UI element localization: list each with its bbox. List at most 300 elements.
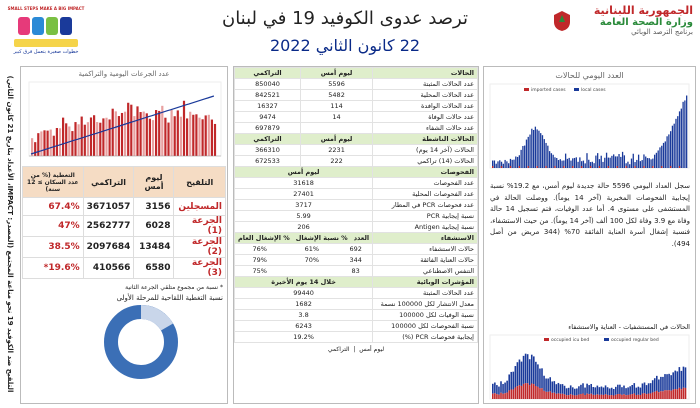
icu-bed-bar xyxy=(521,386,523,399)
icu-bed-bar xyxy=(578,395,580,399)
daily-dose-bar xyxy=(124,112,126,156)
vaccine-row xyxy=(23,216,226,237)
icu-bed-bar xyxy=(527,383,529,399)
cases-header xyxy=(235,68,478,79)
local-cases-bar xyxy=(513,160,514,168)
row-value: 19.2% xyxy=(235,332,373,343)
icu-bed-bar xyxy=(672,390,674,399)
regular-bed-bar xyxy=(541,368,543,388)
vaccine-row-label: الجرعة (3) xyxy=(174,258,226,279)
daily-dose-bar xyxy=(171,110,173,156)
local-cases-bar xyxy=(531,129,532,168)
table-row xyxy=(235,255,478,266)
imported-cases-bar xyxy=(501,166,502,168)
table-row xyxy=(235,200,478,211)
imported-cases-bar xyxy=(599,166,600,168)
icu-bed-bar xyxy=(580,394,582,399)
icu-bed-bar xyxy=(679,388,681,399)
daily-dose-bar xyxy=(211,120,213,156)
icu-bed-bar xyxy=(599,395,601,399)
daily-dose-bar xyxy=(202,119,204,156)
regular-bed-bar xyxy=(547,378,549,391)
row-value: 5.99 xyxy=(235,211,373,222)
local-cases-bar xyxy=(540,133,541,168)
icu-bed-bar xyxy=(592,395,594,399)
legend-regular-label: occupied regular bed xyxy=(611,338,659,343)
regular-bed-bar xyxy=(648,383,650,393)
cases-title: الحالات xyxy=(373,68,478,79)
regular-bed-bar xyxy=(592,387,594,395)
daily-dose-bar xyxy=(161,106,163,156)
daily-dose-bar xyxy=(47,131,49,156)
regular-bed-bar xyxy=(492,384,494,394)
vaccine-row-cumulative: 3671057 xyxy=(83,198,134,216)
regular-bed-bar xyxy=(494,383,496,394)
icu-bed-bar xyxy=(631,394,633,399)
local-cases-bar xyxy=(601,156,602,168)
row-label: عدد الحالات المثبتة xyxy=(373,79,478,90)
regular-bed-bar xyxy=(660,377,662,391)
daily-dose-bar xyxy=(102,118,104,156)
regular-bed-bar xyxy=(668,374,670,390)
row-value: 206 xyxy=(235,222,373,233)
row-value: 3717 xyxy=(235,200,373,211)
icu-bed-bar xyxy=(625,395,627,399)
regular-bed-bar xyxy=(588,385,590,394)
regular-bed-bar xyxy=(566,388,568,395)
row-label: حالات العناية الفائقة xyxy=(373,255,478,266)
regular-bed-bar xyxy=(508,374,510,390)
icu-bed-bar xyxy=(658,392,660,399)
regular-bed-bar xyxy=(666,374,668,390)
icu-bed-bar xyxy=(603,395,605,399)
local-cases-bar xyxy=(577,162,578,168)
row-pct xyxy=(284,266,339,276)
regular-bed-bar xyxy=(580,385,582,394)
row-subtable xyxy=(235,244,372,254)
local-cases-bar xyxy=(654,155,655,168)
local-cases-bar xyxy=(674,124,675,168)
regular-bed-bar xyxy=(543,376,545,391)
local-cases-bar xyxy=(533,130,534,168)
daily-dose-bar xyxy=(78,124,80,156)
row-label: عدد الحالات المحلية xyxy=(373,90,478,101)
icu-bed-bar xyxy=(543,391,545,399)
icu-bed-bar xyxy=(681,389,683,399)
icu-bed-bar xyxy=(519,385,521,399)
icu-bed-bar xyxy=(535,386,537,399)
table-row xyxy=(235,101,478,112)
indicators-title: المؤشرات الوبائية xyxy=(373,277,478,288)
daily-dose-bar xyxy=(71,131,73,156)
local-cases-bar xyxy=(668,134,669,168)
regular-bed-bar xyxy=(556,384,558,394)
row-values xyxy=(235,255,373,266)
hospital-col-pct-all: % الإشغال العام xyxy=(235,233,293,243)
regular-bed-bar xyxy=(642,383,644,393)
icu-bed-bar xyxy=(664,390,666,399)
icu-bed-bar xyxy=(576,395,578,399)
local-cases-bar xyxy=(672,126,673,168)
icu-bed-bar xyxy=(654,392,656,399)
local-cases-bar xyxy=(569,158,570,168)
icu-bed-bar xyxy=(611,395,613,399)
imported-cases-bar xyxy=(590,166,591,168)
legend-imported-label: imported cases xyxy=(531,88,566,93)
row-label: عدد حالات الشفاء xyxy=(373,123,478,134)
stats-table xyxy=(234,67,478,343)
icu-bed-bar xyxy=(660,391,662,399)
row-value: 3.8 xyxy=(235,310,373,321)
row-yesterday: 5482 xyxy=(300,90,372,101)
donut-title: نسبة التغطية اللقاحية للمرحلة الأولى xyxy=(116,294,223,302)
icu-bed-bar xyxy=(564,394,566,399)
regular-bed-bar xyxy=(513,372,515,390)
local-cases-bar xyxy=(609,158,610,168)
stats-table-panel xyxy=(233,66,479,404)
regular-bed-bar xyxy=(578,386,580,394)
icu-bed-bar xyxy=(496,394,498,399)
local-cases-bar xyxy=(561,161,562,168)
regular-bed-bar xyxy=(582,383,584,393)
imported-cases-bar xyxy=(563,166,564,168)
local-cases-bar xyxy=(538,131,539,168)
local-cases-bar xyxy=(666,136,667,168)
row-count: 692 xyxy=(349,245,362,253)
row-value: 1682 xyxy=(235,299,373,310)
regular-bed-bar xyxy=(523,356,525,384)
vaccine-row-label: الجرعة (1) xyxy=(174,216,226,237)
icu-bed-bar xyxy=(504,393,506,399)
imported-cases-bar xyxy=(643,166,644,168)
icu-bed-bar xyxy=(640,395,642,399)
regular-bed-bar xyxy=(519,360,521,386)
vaccine-header-label: التلقيح xyxy=(174,167,226,198)
local-cases-bar xyxy=(494,160,495,168)
icu-bed-bar xyxy=(531,383,533,399)
local-cases-bar xyxy=(497,161,498,168)
regular-bed-bar xyxy=(504,383,506,394)
local-cases-bar xyxy=(679,111,680,168)
regular-bed-bar xyxy=(533,356,535,384)
local-cases-bar xyxy=(665,141,666,168)
row-yesterday: 222 xyxy=(300,156,372,167)
local-cases-bar xyxy=(670,131,671,168)
vaccine-table xyxy=(22,166,226,279)
vaccine-row-daily: 3156 xyxy=(134,198,174,216)
regular-bed-bar xyxy=(629,386,631,394)
local-cases-bar xyxy=(520,150,521,168)
icu-bed-bar xyxy=(644,393,646,399)
hospital-chart-title: الحالات في المستشفيات - العناية والاستشفاء xyxy=(568,323,690,331)
local-cases-bar xyxy=(636,160,637,168)
vaccine-header-cumulative: التراكمي xyxy=(83,167,134,198)
regular-bed-bar xyxy=(613,389,615,396)
daily-dose-bar xyxy=(136,106,138,156)
regular-bed-bar xyxy=(539,369,541,389)
row-count: 344 xyxy=(349,256,362,264)
vaccine-table-header xyxy=(23,167,226,198)
regular-bed-bar xyxy=(574,389,576,396)
regular-bed-bar xyxy=(640,388,642,395)
regular-bed-bar xyxy=(545,379,547,392)
icu-bed-bar xyxy=(506,393,508,399)
table-row xyxy=(235,178,478,189)
local-cases-bar xyxy=(663,143,664,168)
local-cases-bar xyxy=(592,162,593,168)
icu-bed-bar xyxy=(494,393,496,399)
hospital-chart xyxy=(484,333,695,403)
regular-bed-bar xyxy=(658,379,660,392)
local-cases-bar xyxy=(643,154,644,168)
icu-bed-bar xyxy=(648,394,650,399)
regular-bed-bar xyxy=(595,387,597,395)
vaccine-row-coverage: 47% xyxy=(23,216,84,237)
regular-bed-bar xyxy=(549,377,551,391)
cases-col-cumulative: التراكمي xyxy=(235,68,301,79)
daily-dose-bar xyxy=(50,130,52,156)
icu-bed-bar xyxy=(674,389,676,399)
imported-cases-bar xyxy=(537,166,538,168)
regular-bed-bar xyxy=(510,372,512,390)
table-row xyxy=(235,310,478,321)
legend-imported-swatch xyxy=(524,88,529,91)
local-cases-bar xyxy=(558,160,559,168)
row-cumulative: 16327 xyxy=(235,101,301,112)
table-row xyxy=(235,332,478,343)
regular-bed-bar xyxy=(568,388,570,395)
local-cases-bar xyxy=(524,146,525,168)
regular-bed-bar xyxy=(662,377,664,391)
local-cases-bar xyxy=(535,127,536,168)
active-col-cumulative: التراكمي xyxy=(235,134,301,145)
row-pct-all: 76% xyxy=(252,245,267,253)
local-cases-bar xyxy=(597,153,598,168)
regular-bed-bar xyxy=(672,372,674,389)
icu-bed-bar xyxy=(685,388,687,399)
icu-bed-bar xyxy=(547,392,549,399)
icu-bed-bar xyxy=(539,388,541,399)
icu-bed-bar xyxy=(551,393,553,399)
page-date: 22 كانون الثاني 2022 xyxy=(269,36,421,55)
vaccine-chart-title: عدد الجرعات اليومية والتراكمية xyxy=(78,70,170,78)
icu-bed-bar xyxy=(549,391,551,399)
campaign-logo xyxy=(4,3,88,57)
icu-bed-bar xyxy=(642,394,644,399)
icu-bed-bar xyxy=(558,393,560,399)
vaccine-row xyxy=(23,237,226,258)
local-cases-bar xyxy=(595,156,596,168)
regular-bed-bar xyxy=(570,385,572,394)
regular-bed-bar xyxy=(646,385,648,394)
local-cases-bar xyxy=(659,147,660,168)
daily-dose-bar xyxy=(115,111,117,156)
local-cases-bar xyxy=(528,137,529,168)
local-cases-bar xyxy=(586,153,587,168)
indicators-header xyxy=(235,277,478,288)
daily-cases-title: العدد اليومي للحالات xyxy=(555,71,624,80)
regular-bed-bar xyxy=(590,384,592,394)
local-cases-bar xyxy=(684,100,685,168)
icu-bed-bar xyxy=(517,386,519,399)
hospital-title: الاستشفاء xyxy=(373,233,478,244)
icu-bed-bar xyxy=(629,395,631,399)
regular-bed-bar xyxy=(498,387,500,395)
imported-cases-bar xyxy=(519,166,520,168)
imported-cases-bar xyxy=(617,166,618,168)
icu-bed-bar xyxy=(595,395,597,399)
local-cases-bar xyxy=(611,156,612,168)
imported-cases-bar xyxy=(528,166,529,168)
local-cases-bar xyxy=(642,160,643,168)
regular-bed-bar xyxy=(564,386,566,395)
regular-bed-bar xyxy=(652,380,654,392)
daily-dose-bar xyxy=(205,115,207,156)
icu-bed-bar xyxy=(590,394,592,399)
row-value: 31618 xyxy=(235,178,373,189)
icu-bed-bar xyxy=(525,383,527,399)
daily-dose-bar xyxy=(34,142,36,156)
row-label: نسبة إيجابية Antigen xyxy=(373,222,478,233)
daily-dose-bar xyxy=(180,117,182,156)
row-values xyxy=(235,266,373,277)
regular-bed-bar xyxy=(586,384,588,394)
local-cases-bar xyxy=(618,154,619,168)
local-cases-bar xyxy=(675,119,676,168)
icu-bed-bar xyxy=(560,394,562,399)
table-row xyxy=(235,222,478,233)
table-legend: ليوم أمس | التراكمي xyxy=(327,346,385,353)
local-cases-bar xyxy=(650,159,651,168)
icu-bed-bar xyxy=(613,395,615,399)
regular-bed-bar xyxy=(599,387,601,395)
daily-dose-bar xyxy=(84,125,86,156)
row-value: 6243 xyxy=(235,321,373,332)
daily-dose-bar xyxy=(109,119,111,156)
row-label: عدد الفحوصات المحلية xyxy=(373,189,478,200)
row-label: حالات الاستشفاء xyxy=(373,244,478,255)
table-row xyxy=(235,79,478,90)
regular-bed-bar xyxy=(537,364,539,386)
regular-bed-bar xyxy=(529,359,531,385)
row-cumulative: 672533 xyxy=(235,156,301,167)
regular-bed-bar xyxy=(625,388,627,395)
daily-dose-bar xyxy=(198,118,200,156)
local-cases-bar xyxy=(647,158,648,168)
coverage-donut xyxy=(21,302,227,382)
local-cases-bar xyxy=(593,163,594,168)
daily-dose-bar xyxy=(152,120,154,156)
local-cases-bar xyxy=(681,109,682,168)
regular-bed-bar xyxy=(621,387,623,395)
row-label: الحالات (آخر 14 يوم) xyxy=(373,145,478,156)
local-cases-bar xyxy=(633,154,634,168)
icu-bed-bar xyxy=(502,394,504,399)
local-cases-bar xyxy=(544,139,545,168)
regular-bed-bar xyxy=(638,387,640,395)
legend-icu-label: occupied icu bed xyxy=(551,338,590,343)
icu-bed-bar xyxy=(617,394,619,399)
page-title: ترصد عدوى الكوفيد 19 في لبنان xyxy=(221,8,469,29)
daily-dose-bar xyxy=(59,128,61,156)
row-label: عدد الحالات الوافدة xyxy=(373,101,478,112)
daily-dose-bar xyxy=(90,117,92,156)
regular-bed-bar xyxy=(525,354,527,383)
vaccine-row-daily: 13484 xyxy=(134,237,174,258)
local-cases-bar xyxy=(588,160,589,168)
local-cases-bar xyxy=(602,162,603,168)
regular-bed-bar xyxy=(633,383,635,393)
regular-bed-bar xyxy=(670,375,672,390)
vaccine-chart xyxy=(21,78,227,164)
local-cases-bar xyxy=(551,153,552,168)
daily-dose-bar xyxy=(105,118,107,156)
row-cumulative: 9474 xyxy=(235,112,301,123)
icu-bed-bar xyxy=(510,390,512,399)
table-row xyxy=(235,266,478,277)
ministry-emblem-icon xyxy=(553,10,571,32)
icu-bed-bar xyxy=(574,395,576,399)
regular-bed-bar xyxy=(681,371,683,389)
icu-bed-bar xyxy=(607,395,609,399)
local-cases-bar xyxy=(542,135,543,168)
daily-dose-bar xyxy=(53,136,55,156)
icu-bed-bar xyxy=(529,385,531,399)
daily-dose-bar xyxy=(167,123,169,156)
local-cases-bar xyxy=(504,160,505,168)
icu-bed-bar xyxy=(566,395,568,399)
regular-bed-bar xyxy=(515,366,517,387)
regular-bed-bar xyxy=(679,367,681,388)
icu-bed-bar xyxy=(588,394,590,399)
icu-bed-bar xyxy=(562,394,564,399)
regular-bed-bar xyxy=(560,384,562,394)
row-label: عدد فحوصات PCR في المطار xyxy=(373,200,478,211)
vaccine-row-label: المسجلين xyxy=(174,198,226,216)
row-label: إيجابية فحوصات PCR (%) xyxy=(373,332,478,343)
daily-dose-bar xyxy=(121,113,123,156)
table-row xyxy=(235,299,478,310)
vaccine-row-coverage: 19.6%* xyxy=(23,258,84,279)
regular-bed-bar xyxy=(644,382,646,393)
row-pct-all: 79% xyxy=(252,256,267,264)
local-cases-bar xyxy=(537,129,538,168)
ministry-line2: وزارة الصحة العامة xyxy=(599,17,693,28)
icu-bed-bar xyxy=(586,394,588,399)
imported-cases-bar xyxy=(652,166,653,168)
active-col-yesterday: ليوم أمس xyxy=(300,134,372,145)
regular-bed-bar xyxy=(531,355,533,384)
icu-bed-bar xyxy=(605,394,607,399)
vaccine-panel xyxy=(20,66,228,404)
logo-left-line1: SMALL STEPS MAKE A BIG IMPACT xyxy=(7,6,85,11)
imported-cases-bar xyxy=(626,166,627,168)
local-cases-bar xyxy=(620,157,621,168)
hospital-cols xyxy=(235,233,373,244)
cases-col-yesterday: ليوم أمس xyxy=(300,68,372,79)
daily-dose-bar xyxy=(177,110,179,156)
local-cases-bar xyxy=(515,156,516,168)
table-row xyxy=(235,189,478,200)
icu-bed-bar xyxy=(492,394,494,399)
regular-bed-bar xyxy=(615,387,617,395)
row-cumulative: 842521 xyxy=(235,90,301,101)
icu-bed-bar xyxy=(545,392,547,399)
daily-dose-bar xyxy=(208,115,210,156)
local-cases-bar xyxy=(661,146,662,168)
legend-local-label: local cases xyxy=(581,88,606,93)
row-label: نسبة إيجابية PCR xyxy=(373,211,478,222)
